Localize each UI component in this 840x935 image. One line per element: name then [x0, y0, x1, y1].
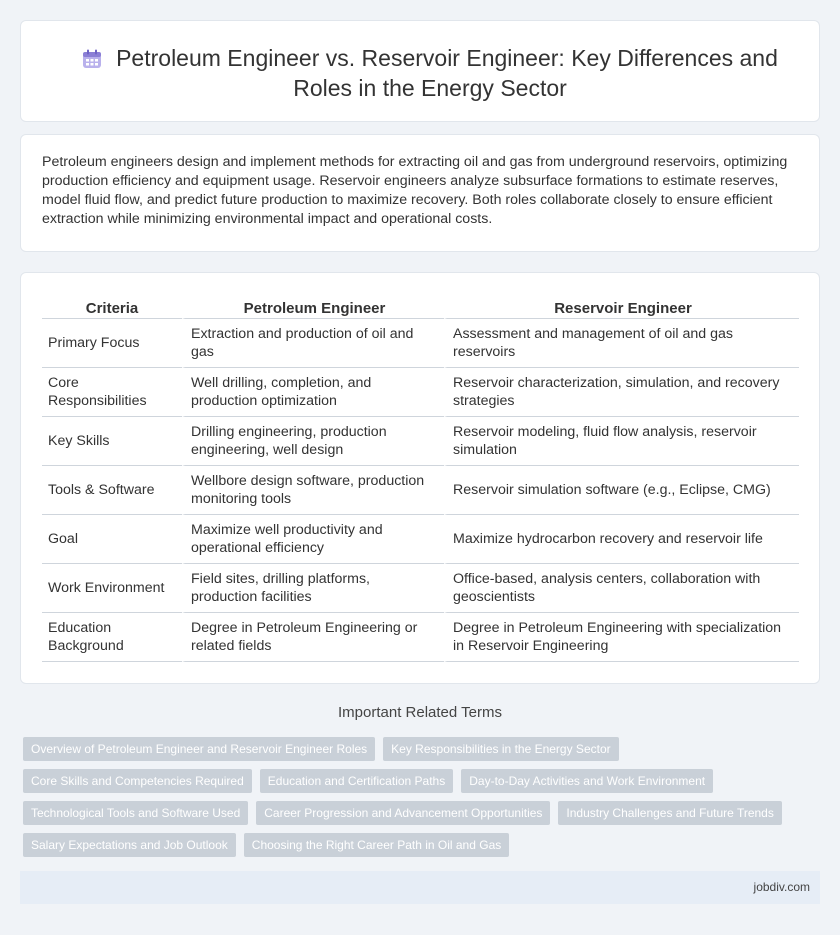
page-title-wrap — [61, 43, 799, 103]
table-header-row — [42, 297, 799, 319]
row-reservoir: Office-based, analysis centers, collaboration with geoscientists — [444, 564, 799, 613]
header-card — [20, 20, 820, 122]
table-row — [42, 417, 799, 466]
table-row — [42, 613, 799, 662]
related-term-tag[interactable]: Salary Expectations and Job Outlook — [23, 833, 236, 857]
related-term-tag[interactable]: Education and Certification Paths — [260, 769, 453, 793]
tag-row — [23, 833, 823, 857]
row-criteria: Goal — [42, 515, 182, 564]
related-term-tag[interactable]: Industry Challenges and Future Trends — [558, 801, 781, 825]
related-term-tag[interactable]: Overview of Petroleum Engineer and Reservoir Engineer Roles — [23, 737, 375, 761]
intro-paragraph: Petroleum engineers design and implement methods for extracting oil and gas from underground reservoirs, optimizing production efficiency and equipment usage. Reservoir engineers analyze subsurface formations to estimate reserves, model fluid flow, and predict future production to maximize recovery. Both roles collaborate closely to ensure efficient extraction while minimizing environmental impact and operational costs. — [42, 154, 788, 227]
comparison-table-card — [20, 272, 820, 684]
footer-site-link[interactable]: jobdiv.com — [753, 880, 810, 894]
table-row — [42, 515, 799, 564]
row-reservoir: Reservoir simulation software (e.g., Eclipse, CMG) — [444, 466, 799, 515]
footer-bar — [20, 871, 820, 904]
row-petroleum: Maximize well productivity and operational efficiency — [182, 515, 444, 564]
row-petroleum: Wellbore design software, production monitoring tools — [182, 466, 444, 515]
row-petroleum: Well drilling, completion, and production optimization — [182, 368, 444, 417]
table-row — [42, 564, 799, 613]
row-criteria: Key Skills — [42, 417, 182, 466]
header-reservoir-engineer: Reservoir Engineer — [444, 297, 799, 319]
table-row — [42, 466, 799, 515]
header-petroleum-engineer: Petroleum Engineer — [182, 297, 444, 319]
related-term-tag[interactable]: Core Skills and Competencies Required — [23, 769, 252, 793]
row-criteria: Work Environment — [42, 564, 182, 613]
page-title: Petroleum Engineer vs. Reservoir Engineer: Key Differences and Roles in the Energy Sector — [116, 45, 778, 101]
row-reservoir: Reservoir characterization, simulation, and recovery strategies — [444, 368, 799, 417]
related-terms-title: Important Related Terms — [338, 704, 502, 721]
related-term-tag[interactable]: Key Responsibilities in the Energy Sector — [383, 737, 618, 761]
comparison-table — [42, 297, 799, 662]
related-term-tag[interactable]: Choosing the Right Career Path in Oil and Gas — [244, 833, 509, 857]
row-petroleum: Degree in Petroleum Engineering or related fields — [182, 613, 444, 662]
related-terms-tags — [23, 737, 823, 865]
row-criteria: Primary Focus — [42, 319, 182, 368]
row-reservoir: Degree in Petroleum Engineering with specialization in Reservoir Engineering — [444, 613, 799, 662]
header-criteria: Criteria — [42, 297, 182, 319]
row-reservoir: Reservoir modeling, fluid flow analysis, reservoir simulation — [444, 417, 799, 466]
table-row — [42, 319, 799, 368]
intro-card — [20, 134, 820, 252]
row-reservoir: Assessment and management of oil and gas reservoirs — [444, 319, 799, 368]
calendar-icon — [82, 49, 102, 69]
row-criteria: Core Responsibilities — [42, 368, 182, 417]
row-criteria: Education Background — [42, 613, 182, 662]
related-term-tag[interactable]: Day-to-Day Activities and Work Environment — [461, 769, 713, 793]
table-row — [42, 368, 799, 417]
row-petroleum: Extraction and production of oil and gas — [182, 319, 444, 368]
row-criteria: Tools & Software — [42, 466, 182, 515]
tag-row — [23, 769, 823, 793]
tag-row — [23, 737, 823, 761]
related-term-tag[interactable]: Career Progression and Advancement Opportunities — [256, 801, 550, 825]
tag-row — [23, 801, 823, 825]
row-reservoir: Maximize hydrocarbon recovery and reservoir life — [444, 515, 799, 564]
row-petroleum: Drilling engineering, production engineering, well design — [182, 417, 444, 466]
row-petroleum: Field sites, drilling platforms, production facilities — [182, 564, 444, 613]
related-term-tag[interactable]: Technological Tools and Software Used — [23, 801, 248, 825]
